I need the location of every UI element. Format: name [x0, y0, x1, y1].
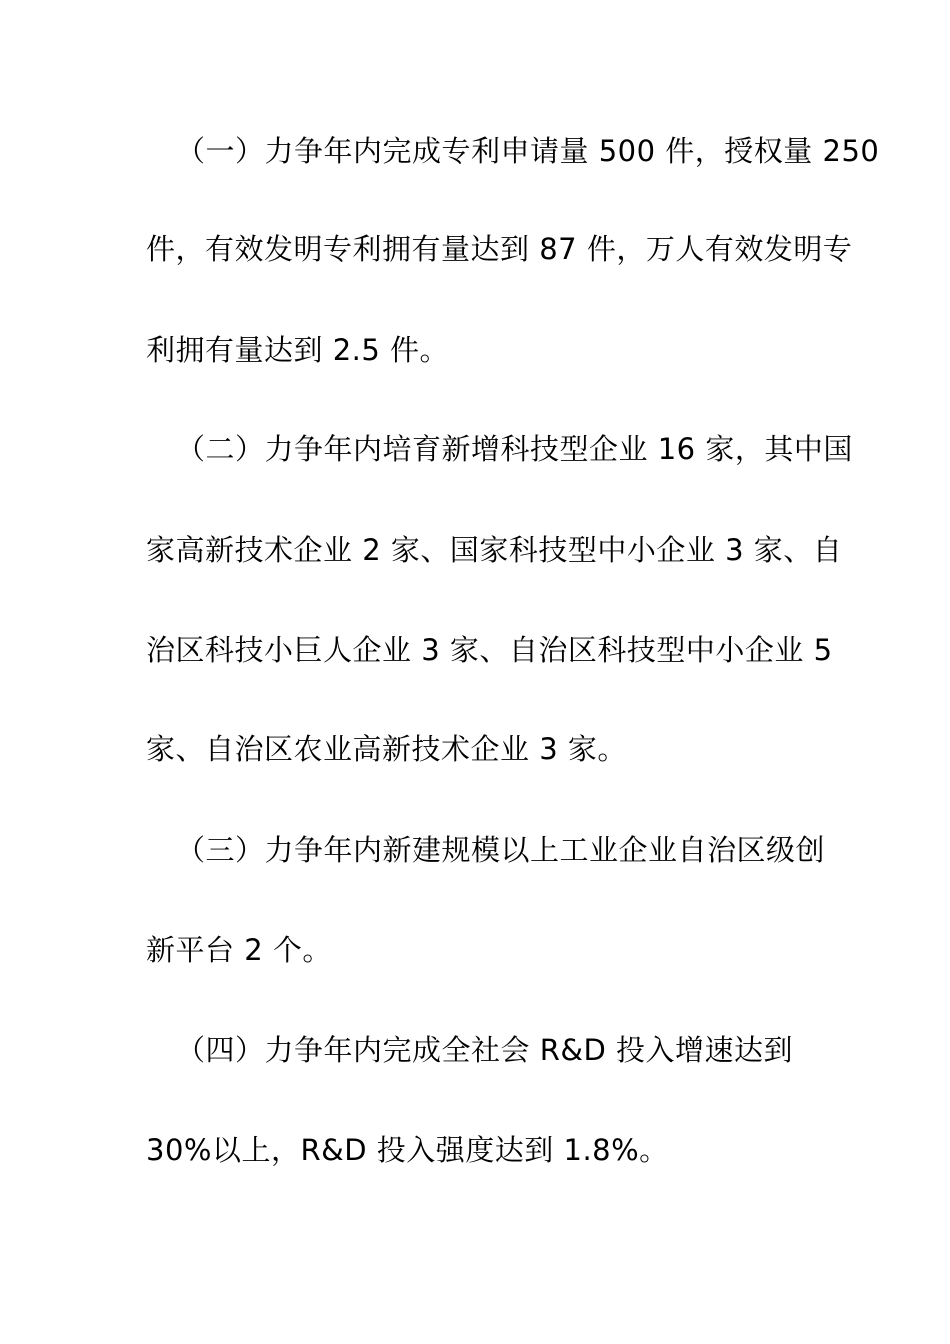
paragraph-2-line-1: （二）力争年内培育新增科技型企业 16 家，其中国 [176, 432, 853, 466]
paragraph-2-line-3: 治区科技小巨人企业 3 家、自治区科技型中小企业 5 [146, 633, 833, 667]
paragraph-4-line-2: 30%以上，R&D 投入强度达到 1.8%。 [146, 1133, 669, 1167]
paragraph-1-line-3: 利拥有量达到 2.5 件。 [146, 333, 450, 367]
paragraph-3-line-1: （三）力争年内新建规模以上工业企业自治区级创 [176, 833, 826, 867]
paragraph-4-line-1: （四）力争年内完成全社会 R&D 投入增速达到 [176, 1033, 794, 1067]
paragraph-2-line-2: 家高新技术企业 2 家、国家科技型中小企业 3 家、自 [146, 533, 843, 567]
paragraph-1-line-2: 件，有效发明专利拥有量达到 87 件，万人有效发明专 [146, 232, 853, 266]
paragraph-3-line-2: 新平台 2 个。 [146, 933, 332, 967]
paragraph-2-line-4: 家、自治区农业高新技术企业 3 家。 [146, 732, 627, 766]
paragraph-1-line-1: （一）力争年内完成专利申请量 500 件，授权量 250 [176, 134, 880, 168]
